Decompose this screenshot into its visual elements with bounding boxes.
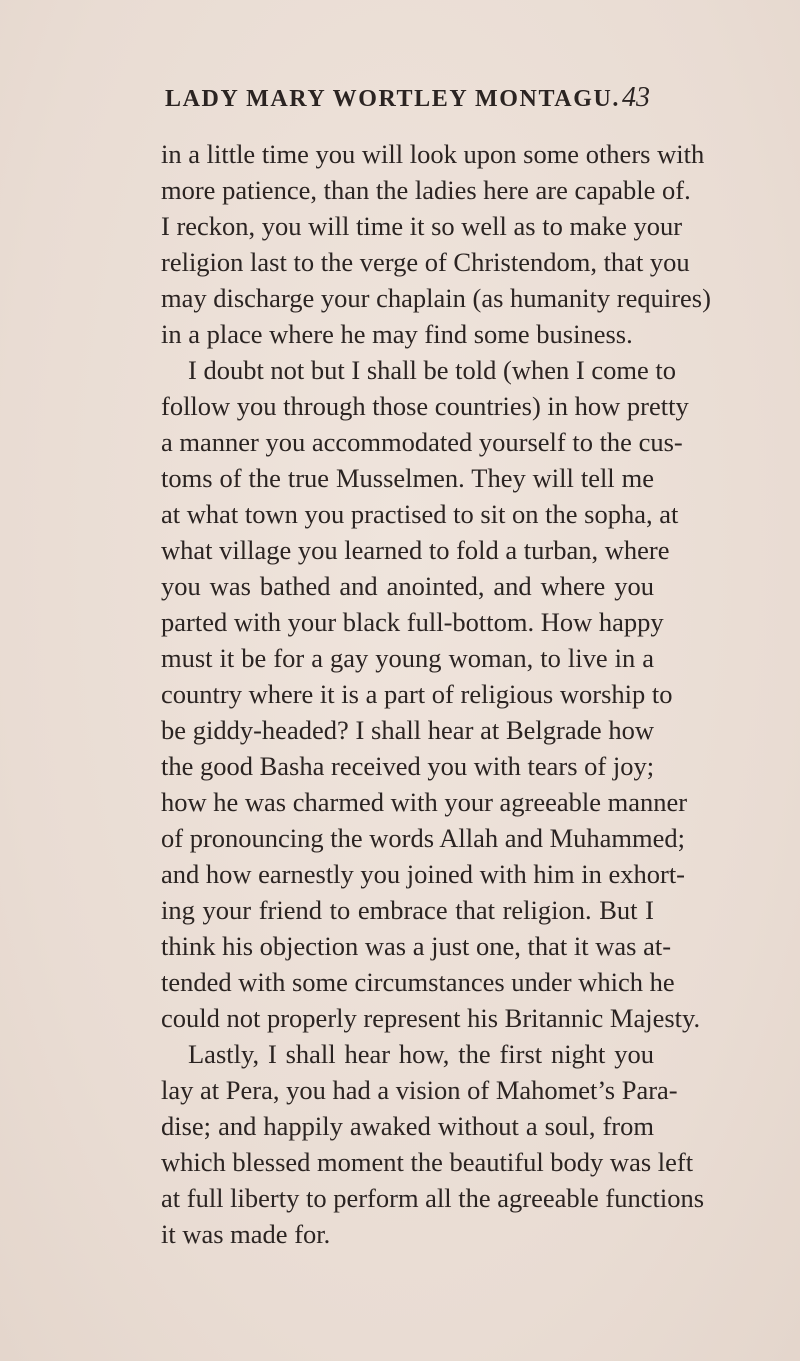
- text-line: may discharge your chaplain (as humanity requires): [161, 283, 711, 313]
- text-line: country where it is a part of religious worship to: [161, 679, 673, 709]
- text-line: of pronouncing the words Allah and Muhammed;: [161, 823, 686, 853]
- text-line: which blessed moment the beautiful body was left: [161, 1147, 694, 1177]
- text-line: think his objection was a just one, that it was at-: [161, 931, 672, 961]
- text-line: tended with some circumstances under which he: [161, 967, 675, 997]
- text-line: you was bathed and anointed, and where you: [161, 571, 654, 601]
- text-line: I reckon, you will time it so well as to make your: [161, 211, 683, 241]
- text-line: more patience, than the ladies here are capable of.: [161, 175, 691, 205]
- running-head: [0, 82, 800, 122]
- text-line: at what town you practised to sit on the sopha, at: [161, 499, 679, 529]
- text-line: in a little time you will look upon some others with: [161, 139, 705, 169]
- text-line: could not properly represent his Britannic Majesty.: [161, 1003, 701, 1033]
- text-line: lay at Pera, you had a vision of Mahomet’s Para-: [161, 1075, 678, 1105]
- text-line: the good Basha received you with tears of joy;: [161, 751, 655, 781]
- text-line: ing your friend to embrace that religion. But I: [161, 895, 654, 925]
- page-number: 43: [622, 82, 650, 113]
- text-line: dise; and happily awaked without a soul, from: [161, 1111, 654, 1141]
- text-line: how he was charmed with your agreeable manner: [161, 787, 688, 817]
- text-line: and how earnestly you joined with him in exhort-: [161, 859, 686, 889]
- text-line: follow you through those countries) in how pretty: [161, 391, 689, 421]
- text-line: I doubt not but I shall be told (when I come to: [188, 355, 676, 385]
- text-line: be giddy-headed? I shall hear at Belgrade how: [161, 715, 654, 745]
- text-line: it was made for.: [161, 1219, 331, 1249]
- text-line: at full liberty to perform all the agreeable functions: [161, 1183, 705, 1213]
- text-line: what village you learned to fold a turban, where: [161, 535, 670, 565]
- text-line: toms of the true Musselmen. They will tell me: [161, 463, 654, 493]
- text-line: Lastly, I shall hear how, the first night you: [188, 1039, 654, 1069]
- text-line: in a place where he may find some business.: [161, 319, 633, 349]
- text-line: parted with your black full-bottom. How happy: [161, 607, 664, 637]
- text-line: a manner you accommodated yourself to the cus-: [161, 427, 683, 457]
- text-line: religion last to the verge of Christendom, that you: [161, 247, 690, 277]
- text-line: must it be for a gay young woman, to live in a: [161, 643, 654, 673]
- running-title: LADY MARY WORTLEY MONTAGU.: [165, 86, 621, 112]
